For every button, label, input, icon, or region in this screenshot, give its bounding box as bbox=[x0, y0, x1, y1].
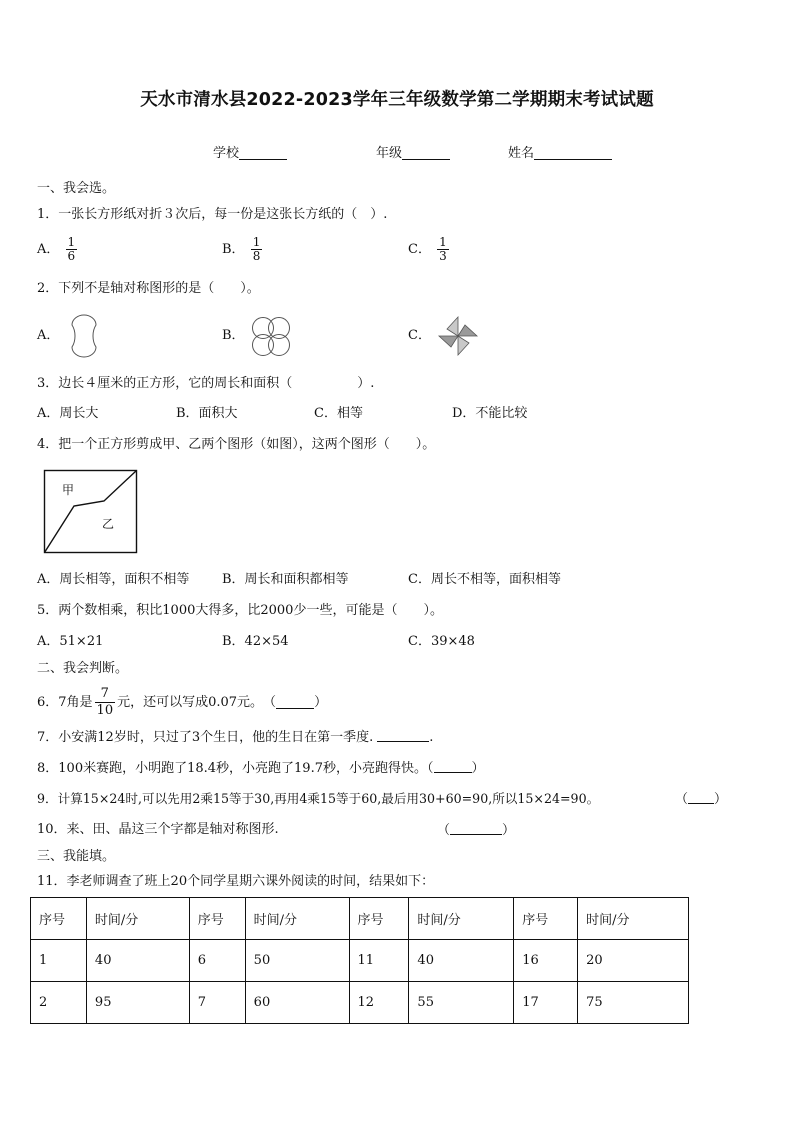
q11-text: 11．李老师调查了班上20个同学星期六课外阅读的时间，结果如下： bbox=[37, 874, 435, 889]
q5-option-a[interactable]: A．51×21 bbox=[37, 634, 104, 649]
table-header-cell: 序号 bbox=[514, 898, 578, 940]
name-field[interactable] bbox=[508, 142, 612, 161]
q2-text: 2．下列不是轴对称图形的是（ ）。 bbox=[37, 281, 260, 296]
q3-text: 3．边长４厘米的正方形，它的周长和面积（ ）. bbox=[37, 376, 375, 391]
q8-paren-close: ） bbox=[471, 761, 485, 776]
q4-label-jia: 甲 bbox=[62, 483, 75, 497]
q6-answer-blank[interactable] bbox=[276, 696, 314, 709]
q7-answer-blank[interactable] bbox=[377, 729, 429, 742]
q6-denominator: 10 bbox=[96, 703, 114, 718]
q9-paren-open: （ bbox=[675, 792, 689, 807]
table-cell: 11 bbox=[349, 940, 409, 982]
q3-option-b[interactable]: B．面积大 bbox=[176, 406, 238, 421]
q1-a-fraction bbox=[66, 236, 78, 263]
q8-text: 8．100米赛跑，小明跑了18.4秒，小亮跑了19.7秒，小亮跑得快。 bbox=[37, 761, 427, 776]
q8-paren-open: （ bbox=[426, 761, 434, 776]
q1-text: 1．一张长方形纸对折３次后，每一份是这张长方纸的（ ）. bbox=[37, 207, 388, 222]
table-cell: 75 bbox=[578, 982, 689, 1024]
section3-heading: 三、我能填。 bbox=[37, 849, 116, 864]
q3-option-c[interactable]: C．相等 bbox=[314, 406, 363, 421]
table-cell: 12 bbox=[349, 982, 409, 1024]
q4-option-a[interactable]: A．周长相等，面积不相等 bbox=[37, 572, 190, 587]
q10-paren-open: （ bbox=[437, 823, 451, 838]
q10-paren bbox=[437, 822, 515, 839]
q2-option-a-label[interactable]: A． bbox=[37, 328, 60, 343]
reading-time-table bbox=[30, 897, 689, 1024]
q3-option-a[interactable]: A．周长大 bbox=[37, 406, 99, 421]
table-cell: 16 bbox=[514, 940, 578, 982]
table-header-cell: 时间/分 bbox=[86, 898, 189, 940]
table-cell: 1 bbox=[31, 940, 87, 982]
q2-b-flower-icon bbox=[248, 314, 294, 360]
table-header-cell: 时间/分 bbox=[409, 898, 514, 940]
q1-b-numerator: 1 bbox=[252, 235, 261, 249]
grade-blank[interactable] bbox=[402, 145, 450, 160]
q6-prefix: 6．7角是 bbox=[37, 694, 93, 710]
table-cell: 60 bbox=[245, 982, 349, 1024]
q9-text: 9．计算15×24时,可以先用2乘15等于30,再用4乘15等于60,最后用30+60=90,所以15×24=90。 bbox=[37, 791, 600, 806]
q1-b-fraction bbox=[251, 236, 263, 263]
grade-field[interactable] bbox=[376, 142, 450, 161]
q2-c-pinwheel-icon bbox=[433, 313, 483, 359]
q7-text: 7．小安满12岁时，只过了3个生日，他的生日在第一季度. bbox=[37, 730, 374, 745]
q9-paren-close: ） bbox=[714, 792, 728, 807]
table-cell: 17 bbox=[514, 982, 578, 1024]
section2-heading: 二、我会判断。 bbox=[37, 661, 129, 676]
table-cell: 20 bbox=[578, 940, 689, 982]
table-cell: 55 bbox=[409, 982, 514, 1024]
q8-answer-blank[interactable] bbox=[434, 760, 472, 773]
q1-a-label: A． bbox=[37, 242, 60, 257]
table-header-cell: 序号 bbox=[31, 898, 87, 940]
name-blank[interactable] bbox=[534, 145, 612, 160]
table-cell: 50 bbox=[245, 940, 349, 982]
section1-heading: 一、我会选。 bbox=[37, 181, 116, 196]
q1-c-numerator: 1 bbox=[439, 235, 447, 249]
school-label: 学校 bbox=[213, 146, 240, 161]
q9-answer-blank[interactable] bbox=[688, 791, 714, 804]
q10-answer-blank[interactable] bbox=[450, 822, 502, 835]
name-label: 姓名 bbox=[508, 146, 535, 161]
q5-text: 5．两个数相乘，积比1000大得多，比2000少一些，可能是（ ）。 bbox=[37, 603, 443, 618]
q8 bbox=[37, 760, 485, 777]
table-cell: 40 bbox=[409, 940, 514, 982]
q4-square-figure bbox=[44, 470, 138, 554]
q5-option-b[interactable]: B．42×54 bbox=[222, 634, 289, 649]
q1-a-numerator: 1 bbox=[67, 235, 76, 249]
q4-option-c[interactable]: C．周长不相等，面积相等 bbox=[408, 572, 561, 587]
q6 bbox=[37, 686, 327, 719]
table-cell: 6 bbox=[189, 940, 245, 982]
table-header-cell: 时间/分 bbox=[245, 898, 349, 940]
q1-option-c[interactable] bbox=[408, 236, 451, 263]
table-cell: 95 bbox=[86, 982, 189, 1024]
q1-option-a[interactable] bbox=[37, 236, 79, 263]
grade-label: 年级 bbox=[376, 146, 403, 161]
school-blank[interactable] bbox=[239, 145, 287, 160]
q1-b-denominator: 8 bbox=[252, 249, 261, 263]
page-title: 天水市清水县2022-2023学年三年级数学第二学期期末考试试题 bbox=[140, 90, 654, 110]
table-header-cell: 序号 bbox=[349, 898, 409, 940]
q2-option-c-label[interactable]: C． bbox=[408, 328, 431, 343]
q10-paren-close: ） bbox=[502, 823, 516, 838]
table-header-cell: 序号 bbox=[189, 898, 245, 940]
q2-a-shape-icon bbox=[66, 313, 102, 359]
q4-text: 4．把一个正方形剪成甲、乙两个图形（如图），这两个图形（ ）。 bbox=[37, 437, 436, 452]
q4-label-yi: 乙 bbox=[102, 517, 115, 531]
q6-suffix: 元，还可以写成0.07元。 bbox=[117, 694, 264, 710]
school-field[interactable] bbox=[213, 142, 287, 161]
q1-b-label: B． bbox=[222, 242, 245, 257]
q6-paren-open: （ bbox=[263, 694, 277, 710]
q3-option-d[interactable]: D．不能比较 bbox=[452, 406, 528, 421]
q6-fraction bbox=[95, 686, 116, 719]
q1-option-b[interactable] bbox=[222, 236, 264, 263]
table-header-row bbox=[31, 898, 689, 940]
q5-option-c[interactable]: C．39×48 bbox=[408, 634, 475, 649]
q7-end: . bbox=[429, 730, 434, 745]
q6-paren-close: ） bbox=[314, 694, 328, 710]
table-cell: 40 bbox=[86, 940, 189, 982]
q9-paren bbox=[675, 791, 727, 808]
q1-c-fraction bbox=[437, 236, 449, 263]
q4-option-b[interactable]: B．周长和面积都相等 bbox=[222, 572, 349, 587]
table-cell: 2 bbox=[31, 982, 87, 1024]
q7 bbox=[37, 729, 433, 746]
q2-option-b-label[interactable]: B． bbox=[222, 328, 245, 343]
table-row bbox=[31, 940, 689, 982]
q1-a-denominator: 6 bbox=[67, 249, 76, 263]
q10-text: 10．来、田、晶这三个字都是轴对称图形. bbox=[37, 822, 279, 837]
q1-c-denominator: 3 bbox=[439, 249, 447, 263]
table-row bbox=[31, 982, 689, 1024]
table-cell: 7 bbox=[189, 982, 245, 1024]
table-header-cell: 时间/分 bbox=[578, 898, 689, 940]
q1-c-label: C． bbox=[408, 242, 431, 257]
q6-numerator: 7 bbox=[100, 686, 109, 701]
